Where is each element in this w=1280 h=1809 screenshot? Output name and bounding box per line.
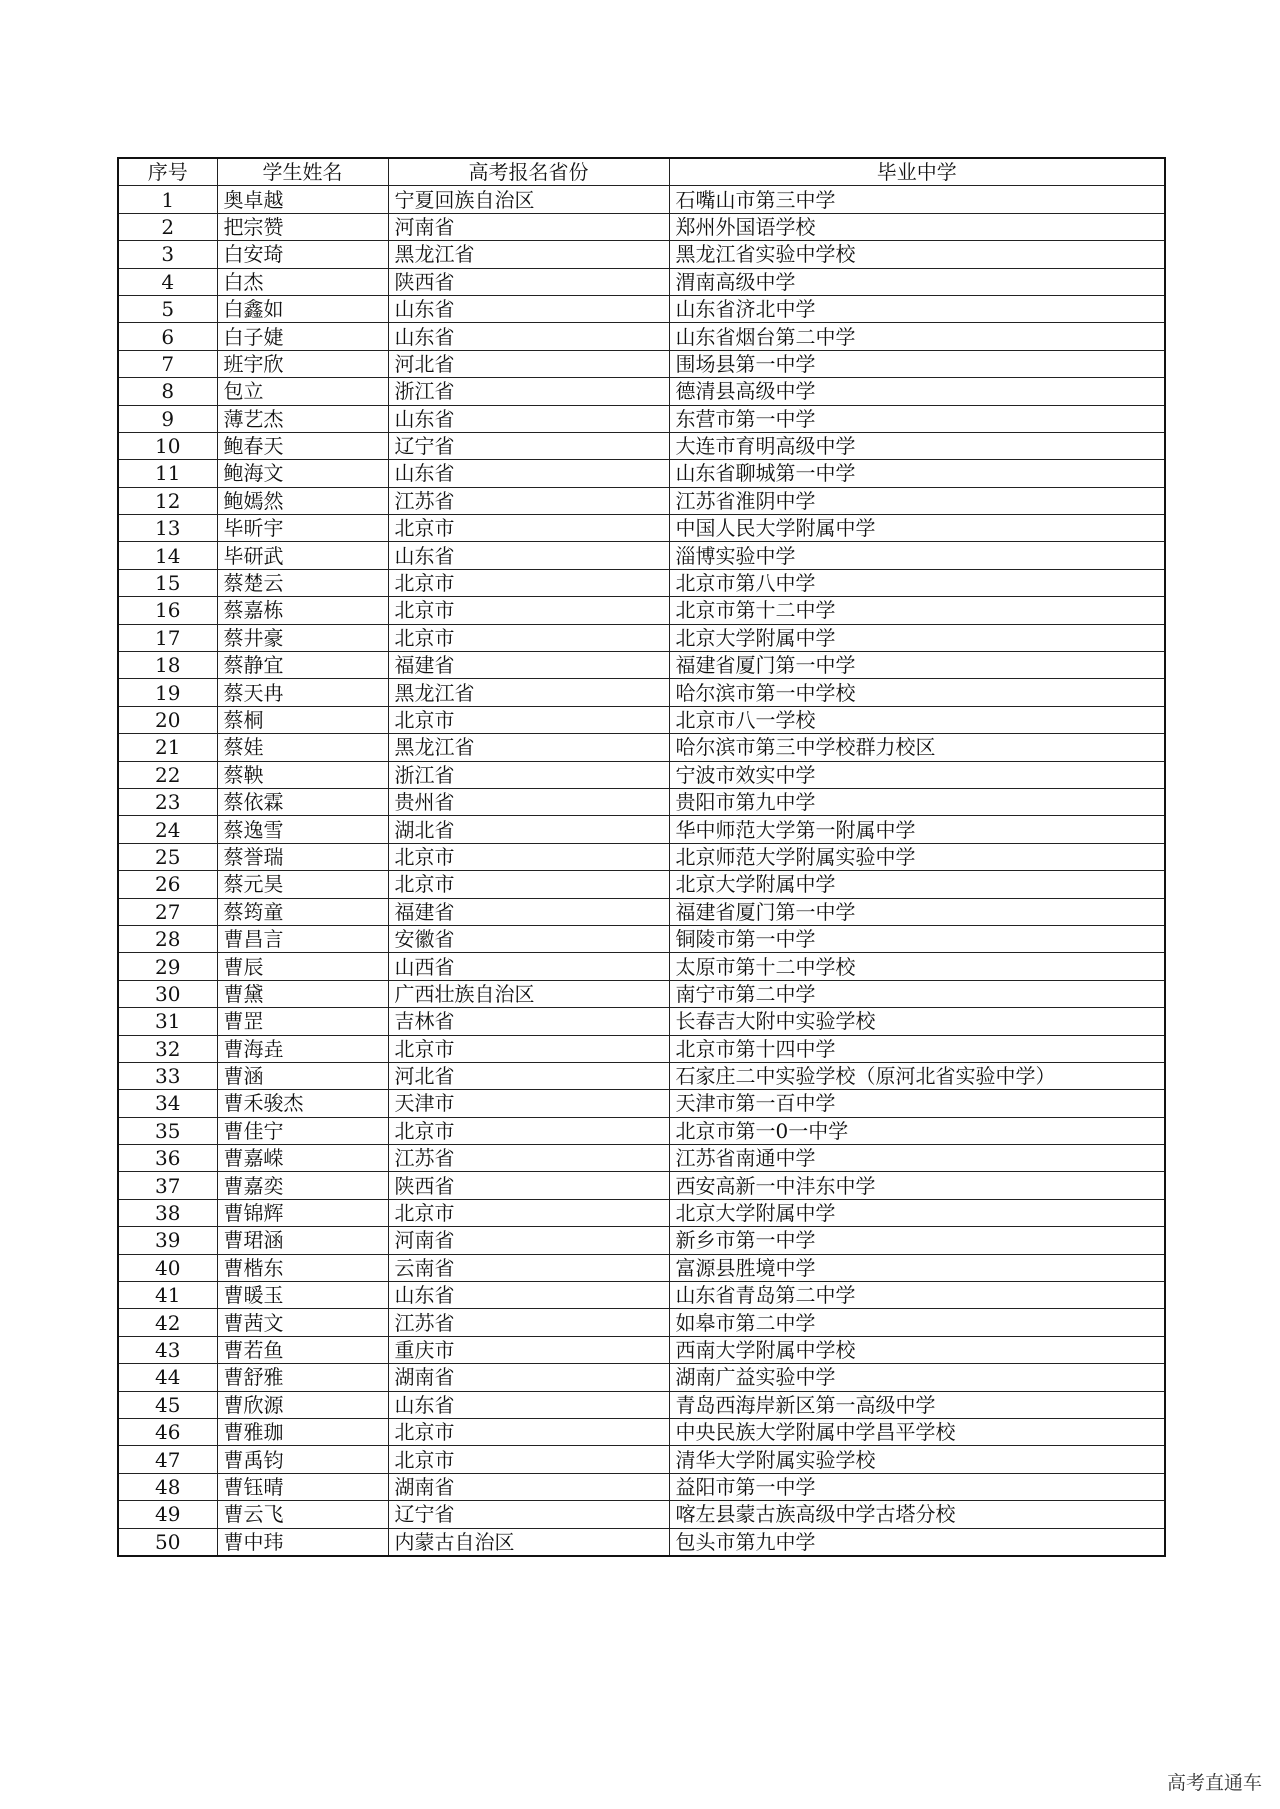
table-row [118, 295, 1165, 322]
graduating-school-cell: 如皋市第二中学 [669, 1309, 1165, 1336]
exam-province-cell: 黑龙江省 [388, 679, 669, 706]
table-row [118, 679, 1165, 706]
table-row [118, 487, 1165, 514]
graduating-school-cell: 富源县胜境中学 [669, 1254, 1165, 1281]
exam-province-cell: 北京市 [388, 1199, 669, 1226]
graduating-school-cell: 天津市第一百中学 [669, 1090, 1165, 1117]
row-index-cell: 20 [118, 706, 217, 733]
exam-province-cell: 北京市 [388, 624, 669, 651]
header-high-school: 毕业中学 [669, 158, 1165, 186]
row-index-cell: 44 [118, 1364, 217, 1391]
student-name-cell: 蔡誉瑞 [217, 843, 388, 870]
student-name-cell: 曹嘉奕 [217, 1172, 388, 1199]
exam-province-cell: 重庆市 [388, 1336, 669, 1363]
student-name-cell: 蔡楚云 [217, 569, 388, 596]
student-name-cell: 白鑫如 [217, 295, 388, 322]
table-row [118, 1473, 1165, 1500]
row-index-cell: 28 [118, 925, 217, 952]
exam-province-cell: 辽宁省 [388, 1501, 669, 1528]
exam-province-cell: 河南省 [388, 213, 669, 240]
exam-province-cell: 山东省 [388, 323, 669, 350]
graduating-school-cell: 围场县第一中学 [669, 350, 1165, 377]
table-row [118, 515, 1165, 542]
row-index-cell: 14 [118, 542, 217, 569]
graduating-school-cell: 山东省烟台第二中学 [669, 323, 1165, 350]
graduating-school-cell: 石家庄二中实验学校（原河北省实验中学） [669, 1062, 1165, 1089]
row-index-cell: 16 [118, 597, 217, 624]
row-index-cell: 49 [118, 1501, 217, 1528]
table-row [118, 1199, 1165, 1226]
exam-province-cell: 山东省 [388, 405, 669, 432]
student-name-cell: 蔡筠童 [217, 898, 388, 925]
exam-province-cell: 北京市 [388, 871, 669, 898]
graduating-school-cell: 北京师范大学附属实验中学 [669, 843, 1165, 870]
graduating-school-cell: 郑州外国语学校 [669, 213, 1165, 240]
table-row [118, 843, 1165, 870]
graduating-school-cell: 喀左县蒙古族高级中学古塔分校 [669, 1501, 1165, 1528]
student-name-cell: 包立 [217, 378, 388, 405]
row-index-cell: 35 [118, 1117, 217, 1144]
row-index-cell: 18 [118, 652, 217, 679]
graduating-school-cell: 淄博实验中学 [669, 542, 1165, 569]
student-name-cell: 蔡鞅 [217, 761, 388, 788]
graduating-school-cell: 贵阳市第九中学 [669, 788, 1165, 815]
exam-province-cell: 湖南省 [388, 1364, 669, 1391]
student-name-cell: 蔡桐 [217, 706, 388, 733]
student-name-cell: 把宗赞 [217, 213, 388, 240]
student-name-cell: 白杰 [217, 268, 388, 295]
table-row [118, 597, 1165, 624]
exam-province-cell: 北京市 [388, 843, 669, 870]
table-row [118, 980, 1165, 1007]
student-name-cell: 曹嘉嵘 [217, 1145, 388, 1172]
table-row [118, 871, 1165, 898]
row-index-cell: 29 [118, 953, 217, 980]
row-index-cell: 23 [118, 788, 217, 815]
table-row [118, 788, 1165, 815]
exam-province-cell: 北京市 [388, 597, 669, 624]
table-row [118, 1062, 1165, 1089]
student-name-cell: 曹暖玉 [217, 1282, 388, 1309]
row-index-cell: 5 [118, 295, 217, 322]
table-row [118, 1364, 1165, 1391]
exam-province-cell: 北京市 [388, 1418, 669, 1445]
table-row [118, 1446, 1165, 1473]
row-index-cell: 32 [118, 1035, 217, 1062]
table-row [118, 898, 1165, 925]
row-index-cell: 42 [118, 1309, 217, 1336]
exam-province-cell: 北京市 [388, 515, 669, 542]
exam-province-cell: 广西壮族自治区 [388, 980, 669, 1007]
row-index-cell: 9 [118, 405, 217, 432]
graduating-school-cell: 大连市育明高级中学 [669, 432, 1165, 459]
exam-province-cell: 山东省 [388, 460, 669, 487]
exam-province-cell: 山东省 [388, 295, 669, 322]
row-index-cell: 46 [118, 1418, 217, 1445]
exam-province-cell: 山东省 [388, 542, 669, 569]
exam-province-cell: 北京市 [388, 706, 669, 733]
header-index: 序号 [118, 158, 217, 186]
student-name-cell: 曹若鱼 [217, 1336, 388, 1363]
table-row [118, 350, 1165, 377]
graduating-school-cell: 北京市第一0一中学 [669, 1117, 1165, 1144]
student-roster-table [117, 157, 1166, 1557]
student-name-cell: 蔡逸雪 [217, 816, 388, 843]
exam-province-cell: 江苏省 [388, 1145, 669, 1172]
table-header-row [118, 158, 1165, 186]
student-name-cell: 白安琦 [217, 241, 388, 268]
graduating-school-cell: 铜陵市第一中学 [669, 925, 1165, 952]
table-row [118, 1090, 1165, 1117]
exam-province-cell: 山西省 [388, 953, 669, 980]
table-row [118, 542, 1165, 569]
table-row [118, 378, 1165, 405]
row-index-cell: 25 [118, 843, 217, 870]
graduating-school-cell: 东营市第一中学 [669, 405, 1165, 432]
student-name-cell: 鲍海文 [217, 460, 388, 487]
graduating-school-cell: 太原市第十二中学校 [669, 953, 1165, 980]
student-name-cell: 蔡元昊 [217, 871, 388, 898]
table-body [118, 186, 1165, 1556]
row-index-cell: 13 [118, 515, 217, 542]
graduating-school-cell: 哈尔滨市第三中学校群力校区 [669, 734, 1165, 761]
graduating-school-cell: 山东省青岛第二中学 [669, 1282, 1165, 1309]
student-name-cell: 曹楷东 [217, 1254, 388, 1281]
graduating-school-cell: 北京市八一学校 [669, 706, 1165, 733]
watermark-text: 高考直通车 [1166, 1772, 1262, 1794]
student-name-cell: 班宇欣 [217, 350, 388, 377]
table-row [118, 706, 1165, 733]
table-row [118, 1254, 1165, 1281]
student-name-cell: 鲍嫣然 [217, 487, 388, 514]
table-row [118, 1391, 1165, 1418]
student-name-cell: 蔡静宜 [217, 652, 388, 679]
row-index-cell: 26 [118, 871, 217, 898]
table-row [118, 323, 1165, 350]
student-name-cell: 曹舒雅 [217, 1364, 388, 1391]
exam-province-cell: 贵州省 [388, 788, 669, 815]
row-index-cell: 39 [118, 1227, 217, 1254]
row-index-cell: 21 [118, 734, 217, 761]
exam-province-cell: 湖南省 [388, 1473, 669, 1500]
student-name-cell: 曹云飞 [217, 1501, 388, 1528]
student-name-cell: 曹茜文 [217, 1309, 388, 1336]
table-row [118, 1309, 1165, 1336]
exam-province-cell: 陕西省 [388, 1172, 669, 1199]
row-index-cell: 38 [118, 1199, 217, 1226]
exam-province-cell: 吉林省 [388, 1008, 669, 1035]
row-index-cell: 3 [118, 241, 217, 268]
graduating-school-cell: 华中师范大学第一附属中学 [669, 816, 1165, 843]
student-name-cell: 曹佳宁 [217, 1117, 388, 1144]
graduating-school-cell: 北京市第八中学 [669, 569, 1165, 596]
student-name-cell: 薄艺杰 [217, 405, 388, 432]
exam-province-cell: 黑龙江省 [388, 241, 669, 268]
student-name-cell: 曹涵 [217, 1062, 388, 1089]
row-index-cell: 4 [118, 268, 217, 295]
graduating-school-cell: 湖南广益实验中学 [669, 1364, 1165, 1391]
graduating-school-cell: 清华大学附属实验学校 [669, 1446, 1165, 1473]
student-name-cell: 曹海垚 [217, 1035, 388, 1062]
table-row [118, 186, 1165, 213]
row-index-cell: 27 [118, 898, 217, 925]
student-name-cell: 曹禾骏杰 [217, 1090, 388, 1117]
exam-province-cell: 湖北省 [388, 816, 669, 843]
row-index-cell: 6 [118, 323, 217, 350]
exam-province-cell: 内蒙古自治区 [388, 1528, 669, 1556]
graduating-school-cell: 新乡市第一中学 [669, 1227, 1165, 1254]
table-row [118, 1501, 1165, 1528]
exam-province-cell: 江苏省 [388, 487, 669, 514]
table-row [118, 1008, 1165, 1035]
row-index-cell: 34 [118, 1090, 217, 1117]
row-index-cell: 45 [118, 1391, 217, 1418]
row-index-cell: 10 [118, 432, 217, 459]
graduating-school-cell: 宁波市效实中学 [669, 761, 1165, 788]
student-name-cell: 曹雅珈 [217, 1418, 388, 1445]
row-index-cell: 19 [118, 679, 217, 706]
table-row [118, 1227, 1165, 1254]
row-index-cell: 50 [118, 1528, 217, 1556]
row-index-cell: 33 [118, 1062, 217, 1089]
student-name-cell: 白子婕 [217, 323, 388, 350]
exam-province-cell: 浙江省 [388, 761, 669, 788]
row-index-cell: 12 [118, 487, 217, 514]
graduating-school-cell: 南宁市第二中学 [669, 980, 1165, 1007]
exam-province-cell: 河南省 [388, 1227, 669, 1254]
table-row [118, 1117, 1165, 1144]
graduating-school-cell: 江苏省淮阴中学 [669, 487, 1165, 514]
exam-province-cell: 辽宁省 [388, 432, 669, 459]
row-index-cell: 43 [118, 1336, 217, 1363]
table-row [118, 1172, 1165, 1199]
student-name-cell: 毕研武 [217, 542, 388, 569]
table-row [118, 1145, 1165, 1172]
exam-province-cell: 山东省 [388, 1282, 669, 1309]
row-index-cell: 7 [118, 350, 217, 377]
row-index-cell: 1 [118, 186, 217, 213]
exam-province-cell: 北京市 [388, 1035, 669, 1062]
row-index-cell: 24 [118, 816, 217, 843]
student-name-cell: 蔡娃 [217, 734, 388, 761]
table-row [118, 624, 1165, 651]
row-index-cell: 47 [118, 1446, 217, 1473]
graduating-school-cell: 德清县高级中学 [669, 378, 1165, 405]
exam-province-cell: 福建省 [388, 898, 669, 925]
exam-province-cell: 河北省 [388, 1062, 669, 1089]
graduating-school-cell: 青岛西海岸新区第一高级中学 [669, 1391, 1165, 1418]
graduating-school-cell: 西安高新一中沣东中学 [669, 1172, 1165, 1199]
table-row [118, 816, 1165, 843]
row-index-cell: 40 [118, 1254, 217, 1281]
row-index-cell: 15 [118, 569, 217, 596]
student-name-cell: 曹锦辉 [217, 1199, 388, 1226]
graduating-school-cell: 黑龙江省实验中学校 [669, 241, 1165, 268]
graduating-school-cell: 福建省厦门第一中学 [669, 652, 1165, 679]
row-index-cell: 17 [118, 624, 217, 651]
graduating-school-cell: 中央民族大学附属中学昌平学校 [669, 1418, 1165, 1445]
exam-province-cell: 云南省 [388, 1254, 669, 1281]
table-row [118, 1528, 1165, 1556]
table-row [118, 1282, 1165, 1309]
graduating-school-cell: 中国人民大学附属中学 [669, 515, 1165, 542]
student-name-cell: 蔡井豪 [217, 624, 388, 651]
graduating-school-cell: 渭南高级中学 [669, 268, 1165, 295]
row-index-cell: 41 [118, 1282, 217, 1309]
graduating-school-cell: 北京大学附属中学 [669, 1199, 1165, 1226]
table-row [118, 953, 1165, 980]
exam-province-cell: 山东省 [388, 1391, 669, 1418]
exam-province-cell: 陕西省 [388, 268, 669, 295]
exam-province-cell: 福建省 [388, 652, 669, 679]
header-student-name: 学生姓名 [217, 158, 388, 186]
graduating-school-cell: 西南大学附属中学校 [669, 1336, 1165, 1363]
student-name-cell: 蔡天冉 [217, 679, 388, 706]
graduating-school-cell: 江苏省南通中学 [669, 1145, 1165, 1172]
student-name-cell: 曹欣源 [217, 1391, 388, 1418]
graduating-school-cell: 北京市第十二中学 [669, 597, 1165, 624]
student-name-cell: 曹钰晴 [217, 1473, 388, 1500]
exam-province-cell: 浙江省 [388, 378, 669, 405]
table-row [118, 268, 1165, 295]
table-row [118, 460, 1165, 487]
student-name-cell: 曹中玮 [217, 1528, 388, 1556]
table-row [118, 652, 1165, 679]
exam-province-cell: 河北省 [388, 350, 669, 377]
graduating-school-cell: 石嘴山市第三中学 [669, 186, 1165, 213]
exam-province-cell: 北京市 [388, 569, 669, 596]
student-name-cell: 鲍春天 [217, 432, 388, 459]
graduating-school-cell: 北京大学附属中学 [669, 871, 1165, 898]
exam-province-cell: 江苏省 [388, 1309, 669, 1336]
table-row [118, 213, 1165, 240]
graduating-school-cell: 包头市第九中学 [669, 1528, 1165, 1556]
row-index-cell: 30 [118, 980, 217, 1007]
table-row [118, 761, 1165, 788]
graduating-school-cell: 哈尔滨市第一中学校 [669, 679, 1165, 706]
exam-province-cell: 天津市 [388, 1090, 669, 1117]
graduating-school-cell: 长春吉大附中实验学校 [669, 1008, 1165, 1035]
row-index-cell: 11 [118, 460, 217, 487]
exam-province-cell: 北京市 [388, 1117, 669, 1144]
row-index-cell: 36 [118, 1145, 217, 1172]
table-row [118, 1418, 1165, 1445]
graduating-school-cell: 福建省厦门第一中学 [669, 898, 1165, 925]
row-index-cell: 8 [118, 378, 217, 405]
graduating-school-cell: 北京大学附属中学 [669, 624, 1165, 651]
row-index-cell: 37 [118, 1172, 217, 1199]
student-name-cell: 曹珺涵 [217, 1227, 388, 1254]
header-exam-province: 高考报名省份 [388, 158, 669, 186]
student-name-cell: 曹罡 [217, 1008, 388, 1035]
table-row [118, 1035, 1165, 1062]
table-row [118, 432, 1165, 459]
student-name-cell: 奥卓越 [217, 186, 388, 213]
table-row [118, 1336, 1165, 1363]
table-row [118, 734, 1165, 761]
exam-province-cell: 北京市 [388, 1446, 669, 1473]
student-name-cell: 曹辰 [217, 953, 388, 980]
student-name-cell: 曹禹钧 [217, 1446, 388, 1473]
graduating-school-cell: 益阳市第一中学 [669, 1473, 1165, 1500]
table-row [118, 569, 1165, 596]
row-index-cell: 48 [118, 1473, 217, 1500]
student-name-cell: 曹昌言 [217, 925, 388, 952]
graduating-school-cell: 山东省济北中学 [669, 295, 1165, 322]
exam-province-cell: 安徽省 [388, 925, 669, 952]
student-name-cell: 曹黛 [217, 980, 388, 1007]
table-row [118, 241, 1165, 268]
student-name-cell: 蔡依霖 [217, 788, 388, 815]
table-row [118, 925, 1165, 952]
student-name-cell: 毕昕宇 [217, 515, 388, 542]
row-index-cell: 22 [118, 761, 217, 788]
exam-province-cell: 黑龙江省 [388, 734, 669, 761]
row-index-cell: 2 [118, 213, 217, 240]
graduating-school-cell: 北京市第十四中学 [669, 1035, 1165, 1062]
graduating-school-cell: 山东省聊城第一中学 [669, 460, 1165, 487]
exam-province-cell: 宁夏回族自治区 [388, 186, 669, 213]
row-index-cell: 31 [118, 1008, 217, 1035]
student-name-cell: 蔡嘉栋 [217, 597, 388, 624]
table-row [118, 405, 1165, 432]
